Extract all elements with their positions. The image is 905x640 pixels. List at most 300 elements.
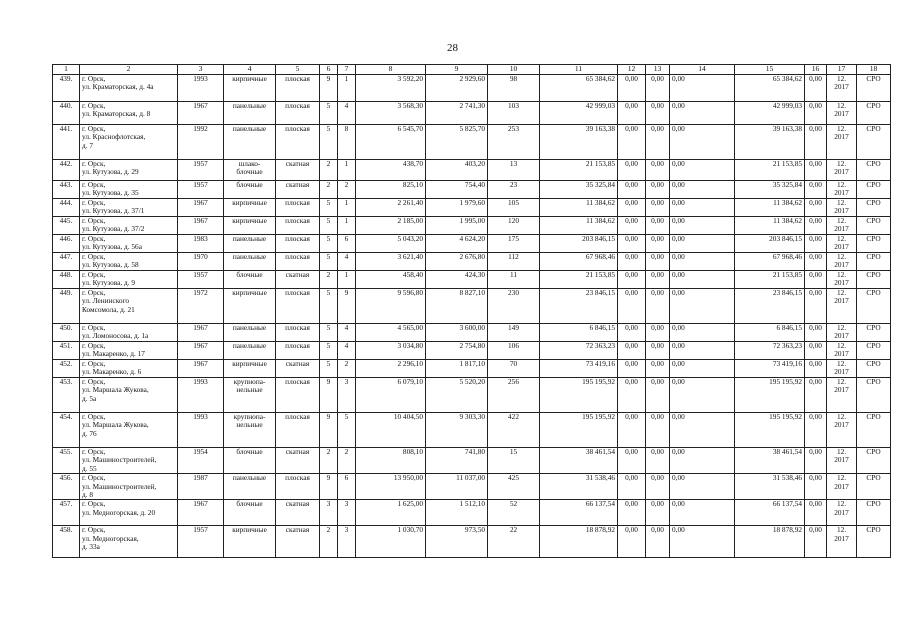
row-number: 456. xyxy=(53,474,80,500)
residents-cell: 52 xyxy=(488,500,540,526)
col16-cell: 0,00 xyxy=(805,253,827,271)
year-built-cell: 1957 xyxy=(178,160,224,181)
residents-cell: 13 xyxy=(488,160,540,181)
entrances-cell: 3 xyxy=(338,500,356,526)
residents-cell: 23 xyxy=(488,181,540,199)
column-number-3: 3 xyxy=(178,65,224,75)
table-row xyxy=(53,199,891,217)
year-built-cell: 1983 xyxy=(178,235,224,253)
floors-cell: 9 xyxy=(320,474,338,500)
method-cell: СРО xyxy=(857,181,891,199)
row-number: 445. xyxy=(53,217,80,235)
address-cell: г. Орск, ул. Макаренко, д. 6 xyxy=(80,360,178,378)
col15-cell: 6 846,15 xyxy=(735,324,805,342)
col13-cell: 0,00 xyxy=(646,102,670,125)
address-cell: г. Орск, ул. Машиностроителей, д. 55 xyxy=(80,448,178,474)
table-row xyxy=(53,160,891,181)
year-built-cell: 1957 xyxy=(178,271,224,289)
table-row xyxy=(53,125,891,160)
residents-cell: 425 xyxy=(488,474,540,500)
living-area-cell: 5 825,70 xyxy=(426,125,488,160)
col16-cell: 0,00 xyxy=(805,413,827,448)
col13-cell: 0,00 xyxy=(646,448,670,474)
residents-cell: 112 xyxy=(488,253,540,271)
col16-cell: 0,00 xyxy=(805,160,827,181)
col16-cell: 0,00 xyxy=(805,448,827,474)
col16-cell: 0,00 xyxy=(805,235,827,253)
col15-cell: 72 363,23 xyxy=(735,342,805,360)
address-cell: г. Орск, ул. Макаренко, д. 17 xyxy=(80,342,178,360)
living-area-cell: 2 676,80 xyxy=(426,253,488,271)
total-area-cell: 2 185,00 xyxy=(356,217,426,235)
col15-cell: 39 163,38 xyxy=(735,125,805,160)
residents-cell: 22 xyxy=(488,526,540,558)
address-cell: г. Орск, ул. Медногорская, д. 33а xyxy=(80,526,178,558)
total-area-cell: 4 565,00 xyxy=(356,324,426,342)
living-area-cell: 973,50 xyxy=(426,526,488,558)
year-built-cell: 1993 xyxy=(178,413,224,448)
floors-cell: 2 xyxy=(320,526,338,558)
roof-type-cell: скатная xyxy=(276,271,320,289)
term-cell: 12. 2017 xyxy=(827,448,857,474)
term-cell: 12. 2017 xyxy=(827,217,857,235)
col16-cell: 0,00 xyxy=(805,342,827,360)
table-row xyxy=(53,526,891,558)
col15-cell: 66 137,54 xyxy=(735,500,805,526)
row-number: 458. xyxy=(53,526,80,558)
row-number: 457. xyxy=(53,500,80,526)
col14-cell: 0,00 xyxy=(670,75,735,102)
roof-type-cell: плоская xyxy=(276,102,320,125)
entrances-cell: 2 xyxy=(338,181,356,199)
cost-cell: 38 461,54 xyxy=(540,448,618,474)
table-row xyxy=(53,181,891,199)
col13-cell: 0,00 xyxy=(646,526,670,558)
col13-cell: 0,00 xyxy=(646,271,670,289)
col12-cell: 0,00 xyxy=(618,253,646,271)
residents-cell: 11 xyxy=(488,271,540,289)
cost-cell: 195 195,92 xyxy=(540,413,618,448)
living-area-cell: 5 520,20 xyxy=(426,378,488,413)
year-built-cell: 1967 xyxy=(178,217,224,235)
residents-cell: 256 xyxy=(488,378,540,413)
residents-cell: 98 xyxy=(488,75,540,102)
floors-cell: 5 xyxy=(320,217,338,235)
cost-cell: 18 878,92 xyxy=(540,526,618,558)
col13-cell: 0,00 xyxy=(646,253,670,271)
living-area-cell: 2 754,80 xyxy=(426,342,488,360)
living-area-cell: 4 624,20 xyxy=(426,235,488,253)
entrances-cell: 3 xyxy=(338,526,356,558)
living-area-cell: 424,30 xyxy=(426,271,488,289)
roof-type-cell: плоская xyxy=(276,378,320,413)
total-area-cell: 6 079,10 xyxy=(356,378,426,413)
method-cell: СРО xyxy=(857,160,891,181)
term-cell: 12. 2017 xyxy=(827,181,857,199)
residents-cell: 120 xyxy=(488,217,540,235)
term-cell: 12. 2017 xyxy=(827,413,857,448)
floors-cell: 2 xyxy=(320,181,338,199)
total-area-cell: 9 596,80 xyxy=(356,289,426,324)
entrances-cell: 4 xyxy=(338,102,356,125)
col16-cell: 0,00 xyxy=(805,378,827,413)
term-cell: 12. 2017 xyxy=(827,199,857,217)
year-built-cell: 1967 xyxy=(178,500,224,526)
total-area-cell: 808,10 xyxy=(356,448,426,474)
method-cell: СРО xyxy=(857,526,891,558)
cost-cell: 31 538,46 xyxy=(540,474,618,500)
address-cell: г. Орск, ул. Ломоносова, д. 1а xyxy=(80,324,178,342)
wall-material-cell: панельные xyxy=(224,342,276,360)
method-cell: СРО xyxy=(857,125,891,160)
wall-material-cell: кирпичные xyxy=(224,217,276,235)
row-number: 454. xyxy=(53,413,80,448)
col13-cell: 0,00 xyxy=(646,289,670,324)
total-area-cell: 1 625,00 xyxy=(356,500,426,526)
year-built-cell: 1967 xyxy=(178,342,224,360)
col16-cell: 0,00 xyxy=(805,181,827,199)
floors-cell: 5 xyxy=(320,102,338,125)
column-number-17: 17 xyxy=(827,65,857,75)
col13-cell: 0,00 xyxy=(646,324,670,342)
total-area-cell: 2 296,10 xyxy=(356,360,426,378)
col12-cell: 0,00 xyxy=(618,217,646,235)
col12-cell: 0,00 xyxy=(618,342,646,360)
residents-cell: 149 xyxy=(488,324,540,342)
roof-type-cell: плоская xyxy=(276,289,320,324)
col13-cell: 0,00 xyxy=(646,235,670,253)
living-area-cell: 2 741,30 xyxy=(426,102,488,125)
column-number-13: 13 xyxy=(646,65,670,75)
wall-material-cell: блочные xyxy=(224,500,276,526)
wall-material-cell: кирпичные xyxy=(224,526,276,558)
col13-cell: 0,00 xyxy=(646,413,670,448)
cost-cell: 73 419,16 xyxy=(540,360,618,378)
col12-cell: 0,00 xyxy=(618,75,646,102)
housing-register-table xyxy=(52,64,891,558)
total-area-cell: 3 621,40 xyxy=(356,253,426,271)
col12-cell: 0,00 xyxy=(618,181,646,199)
total-area-cell: 2 261,40 xyxy=(356,199,426,217)
method-cell: СРО xyxy=(857,271,891,289)
roof-type-cell: плоская xyxy=(276,125,320,160)
term-cell: 12. 2017 xyxy=(827,324,857,342)
col13-cell: 0,00 xyxy=(646,199,670,217)
year-built-cell: 1967 xyxy=(178,324,224,342)
address-cell: г. Орск, ул. Кутузова, д. 9 xyxy=(80,271,178,289)
col15-cell: 42 999,03 xyxy=(735,102,805,125)
method-cell: СРО xyxy=(857,342,891,360)
floors-cell: 9 xyxy=(320,378,338,413)
residents-cell: 422 xyxy=(488,413,540,448)
residents-cell: 70 xyxy=(488,360,540,378)
address-cell: г. Орск, ул. Кутузова, д. 37/2 xyxy=(80,217,178,235)
row-number: 452. xyxy=(53,360,80,378)
roof-type-cell: плоская xyxy=(276,253,320,271)
wall-material-cell: кирпичные xyxy=(224,199,276,217)
method-cell: СРО xyxy=(857,289,891,324)
cost-cell: 35 325,84 xyxy=(540,181,618,199)
method-cell: СРО xyxy=(857,378,891,413)
cost-cell: 67 968,46 xyxy=(540,253,618,271)
entrances-cell: 1 xyxy=(338,160,356,181)
method-cell: СРО xyxy=(857,448,891,474)
living-area-cell: 3 600,00 xyxy=(426,324,488,342)
col12-cell: 0,00 xyxy=(618,271,646,289)
col16-cell: 0,00 xyxy=(805,217,827,235)
cost-cell: 42 999,03 xyxy=(540,102,618,125)
col14-cell: 0,00 xyxy=(670,217,735,235)
cost-cell: 66 137,54 xyxy=(540,500,618,526)
living-area-cell: 1 817,10 xyxy=(426,360,488,378)
address-cell: г. Орск, ул. Кутузова, д. 35 xyxy=(80,181,178,199)
entrances-cell: 8 xyxy=(338,125,356,160)
living-area-cell: 8 827,10 xyxy=(426,289,488,324)
method-cell: СРО xyxy=(857,360,891,378)
cost-cell: 203 846,15 xyxy=(540,235,618,253)
col14-cell: 0,00 xyxy=(670,413,735,448)
roof-type-cell: плоская xyxy=(276,75,320,102)
floors-cell: 5 xyxy=(320,235,338,253)
col14-cell: 0,00 xyxy=(670,160,735,181)
col13-cell: 0,00 xyxy=(646,125,670,160)
col12-cell: 0,00 xyxy=(618,448,646,474)
table-row xyxy=(53,271,891,289)
total-area-cell: 458,40 xyxy=(356,271,426,289)
col14-cell: 0,00 xyxy=(670,235,735,253)
column-number-5: 5 xyxy=(276,65,320,75)
table-row xyxy=(53,253,891,271)
row-number: 441. xyxy=(53,125,80,160)
cost-cell: 72 363,23 xyxy=(540,342,618,360)
column-number-row xyxy=(53,65,891,75)
col16-cell: 0,00 xyxy=(805,500,827,526)
total-area-cell: 10 404,50 xyxy=(356,413,426,448)
table-row xyxy=(53,448,891,474)
wall-material-cell: панельные xyxy=(224,125,276,160)
total-area-cell: 825,10 xyxy=(356,181,426,199)
floors-cell: 5 xyxy=(320,324,338,342)
address-cell: г. Орск, ул. Маршала Жукова, д. 5а xyxy=(80,378,178,413)
col14-cell: 0,00 xyxy=(670,271,735,289)
col15-cell: 203 846,15 xyxy=(735,235,805,253)
column-number-14: 14 xyxy=(670,65,735,75)
roof-type-cell: плоская xyxy=(276,217,320,235)
row-number: 449. xyxy=(53,289,80,324)
table-row xyxy=(53,360,891,378)
col12-cell: 0,00 xyxy=(618,324,646,342)
col16-cell: 0,00 xyxy=(805,289,827,324)
floors-cell: 3 xyxy=(320,500,338,526)
col15-cell: 35 325,84 xyxy=(735,181,805,199)
term-cell: 12. 2017 xyxy=(827,360,857,378)
roof-type-cell: скатная xyxy=(276,526,320,558)
floors-cell: 5 xyxy=(320,199,338,217)
roof-type-cell: скатная xyxy=(276,181,320,199)
entrances-cell: 4 xyxy=(338,342,356,360)
year-built-cell: 1954 xyxy=(178,448,224,474)
col13-cell: 0,00 xyxy=(646,474,670,500)
col16-cell: 0,00 xyxy=(805,324,827,342)
table-row xyxy=(53,324,891,342)
column-number-15: 15 xyxy=(735,65,805,75)
table-row xyxy=(53,342,891,360)
table-body xyxy=(53,75,891,558)
column-number-8: 8 xyxy=(356,65,426,75)
entrances-cell: 2 xyxy=(338,360,356,378)
roof-type-cell: скатная xyxy=(276,360,320,378)
residents-cell: 103 xyxy=(488,102,540,125)
entrances-cell: 6 xyxy=(338,235,356,253)
roof-type-cell: плоская xyxy=(276,324,320,342)
row-number: 455. xyxy=(53,448,80,474)
col12-cell: 0,00 xyxy=(618,413,646,448)
column-number-2: 2 xyxy=(80,65,178,75)
col13-cell: 0,00 xyxy=(646,75,670,102)
cost-cell: 11 384,62 xyxy=(540,199,618,217)
table-row xyxy=(53,378,891,413)
living-area-cell: 741,80 xyxy=(426,448,488,474)
entrances-cell: 1 xyxy=(338,217,356,235)
address-cell: г. Орск, ул. Кутузова, д. 37/1 xyxy=(80,199,178,217)
term-cell: 12. 2017 xyxy=(827,342,857,360)
wall-material-cell: блочные xyxy=(224,181,276,199)
total-area-cell: 6 545,70 xyxy=(356,125,426,160)
cost-cell: 23 846,15 xyxy=(540,289,618,324)
year-built-cell: 1967 xyxy=(178,360,224,378)
col15-cell: 31 538,46 xyxy=(735,474,805,500)
col16-cell: 0,00 xyxy=(805,102,827,125)
term-cell: 12. 2017 xyxy=(827,125,857,160)
col12-cell: 0,00 xyxy=(618,474,646,500)
column-number-12: 12 xyxy=(618,65,646,75)
col12-cell: 0,00 xyxy=(618,102,646,125)
floors-cell: 9 xyxy=(320,413,338,448)
year-built-cell: 1993 xyxy=(178,378,224,413)
wall-material-cell: блочные xyxy=(224,271,276,289)
col14-cell: 0,00 xyxy=(670,448,735,474)
entrances-cell: 3 xyxy=(338,378,356,413)
address-cell: г. Орск, ул. Медногорская, д. 20 xyxy=(80,500,178,526)
col15-cell: 195 195,92 xyxy=(735,413,805,448)
col15-cell: 195 195,92 xyxy=(735,378,805,413)
column-number-1: 1 xyxy=(53,65,80,75)
column-number-10: 10 xyxy=(488,65,540,75)
col16-cell: 0,00 xyxy=(805,199,827,217)
living-area-cell: 1 512,10 xyxy=(426,500,488,526)
col16-cell: 0,00 xyxy=(805,474,827,500)
year-built-cell: 1967 xyxy=(178,102,224,125)
total-area-cell: 3 592,20 xyxy=(356,75,426,102)
year-built-cell: 1993 xyxy=(178,75,224,102)
col12-cell: 0,00 xyxy=(618,360,646,378)
method-cell: СРО xyxy=(857,235,891,253)
col13-cell: 0,00 xyxy=(646,342,670,360)
table-row xyxy=(53,235,891,253)
floors-cell: 2 xyxy=(320,448,338,474)
col15-cell: 38 461,54 xyxy=(735,448,805,474)
row-number: 447. xyxy=(53,253,80,271)
col12-cell: 0,00 xyxy=(618,526,646,558)
roof-type-cell: плоская xyxy=(276,342,320,360)
col14-cell: 0,00 xyxy=(670,125,735,160)
row-number: 444. xyxy=(53,199,80,217)
table-row xyxy=(53,413,891,448)
entrances-cell: 6 xyxy=(338,474,356,500)
col16-cell: 0,00 xyxy=(805,526,827,558)
method-cell: СРО xyxy=(857,75,891,102)
col15-cell: 65 384,62 xyxy=(735,75,805,102)
col15-cell: 73 419,16 xyxy=(735,360,805,378)
wall-material-cell: кирпичные xyxy=(224,360,276,378)
address-cell: г. Орск, ул. Ленинского Комсомола, д. 21 xyxy=(80,289,178,324)
column-number-9: 9 xyxy=(426,65,488,75)
wall-material-cell: панельные xyxy=(224,235,276,253)
term-cell: 12. 2017 xyxy=(827,160,857,181)
cost-cell: 21 153,85 xyxy=(540,271,618,289)
method-cell: СРО xyxy=(857,500,891,526)
address-cell: г. Орск, ул. Кутузова, д. 56а xyxy=(80,235,178,253)
row-number: 450. xyxy=(53,324,80,342)
wall-material-cell: кирпичные xyxy=(224,75,276,102)
method-cell: СРО xyxy=(857,217,891,235)
row-number: 440. xyxy=(53,102,80,125)
col13-cell: 0,00 xyxy=(646,217,670,235)
entrances-cell: 2 xyxy=(338,448,356,474)
entrances-cell: 5 xyxy=(338,413,356,448)
term-cell: 12. 2017 xyxy=(827,500,857,526)
address-cell: г. Орск, ул. Краматорская, д. 8 xyxy=(80,102,178,125)
col15-cell: 23 846,15 xyxy=(735,289,805,324)
year-built-cell: 1957 xyxy=(178,181,224,199)
row-number: 446. xyxy=(53,235,80,253)
term-cell: 12. 2017 xyxy=(827,253,857,271)
table-row xyxy=(53,500,891,526)
cost-cell: 6 846,15 xyxy=(540,324,618,342)
total-area-cell: 5 043,20 xyxy=(356,235,426,253)
col14-cell: 0,00 xyxy=(670,289,735,324)
col16-cell: 0,00 xyxy=(805,125,827,160)
floors-cell: 5 xyxy=(320,289,338,324)
cost-cell: 195 195,92 xyxy=(540,378,618,413)
wall-material-cell: блочные xyxy=(224,448,276,474)
col15-cell: 18 878,92 xyxy=(735,526,805,558)
residents-cell: 15 xyxy=(488,448,540,474)
term-cell: 12. 2017 xyxy=(827,474,857,500)
column-number-16: 16 xyxy=(805,65,827,75)
col15-cell: 11 384,62 xyxy=(735,217,805,235)
col12-cell: 0,00 xyxy=(618,125,646,160)
col14-cell: 0,00 xyxy=(670,526,735,558)
col16-cell: 0,00 xyxy=(805,271,827,289)
floors-cell: 5 xyxy=(320,360,338,378)
table-row xyxy=(53,474,891,500)
wall-material-cell: панельные xyxy=(224,324,276,342)
wall-material-cell: панельные xyxy=(224,474,276,500)
roof-type-cell: плоская xyxy=(276,474,320,500)
roof-type-cell: скатная xyxy=(276,160,320,181)
roof-type-cell: плоская xyxy=(276,413,320,448)
wall-material-cell: шлако-блочные xyxy=(224,160,276,181)
col14-cell: 0,00 xyxy=(670,474,735,500)
col14-cell: 0,00 xyxy=(670,360,735,378)
total-area-cell: 13 950,00 xyxy=(356,474,426,500)
residents-cell: 253 xyxy=(488,125,540,160)
floors-cell: 5 xyxy=(320,342,338,360)
row-number: 439. xyxy=(53,75,80,102)
wall-material-cell: панельные xyxy=(224,102,276,125)
col12-cell: 0,00 xyxy=(618,378,646,413)
